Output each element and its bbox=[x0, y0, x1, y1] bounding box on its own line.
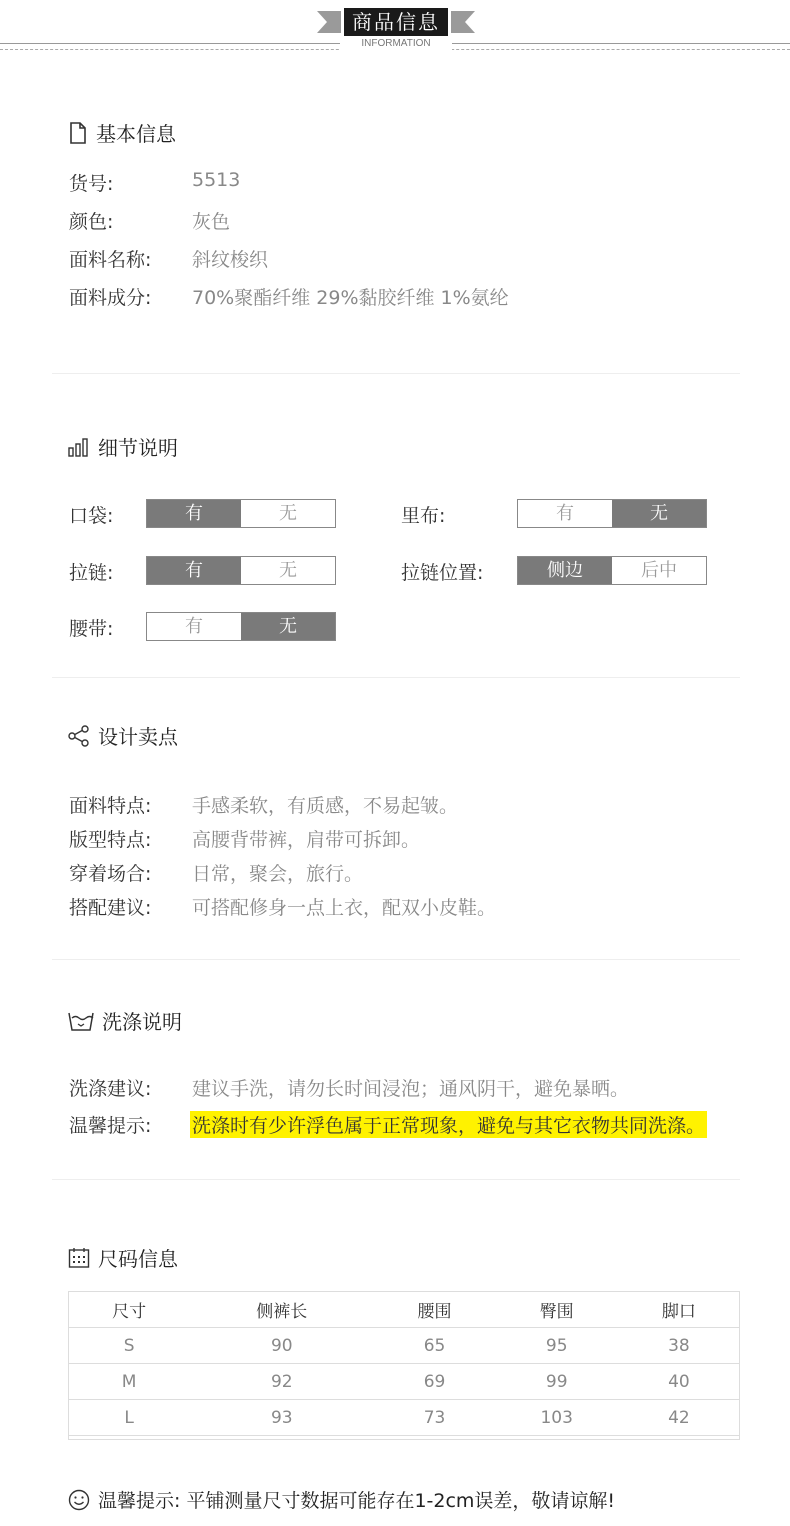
table-cell: 38 bbox=[618, 1328, 740, 1364]
basic-label: 货号: bbox=[69, 173, 114, 195]
wash-advice-label: 洗涤建议: bbox=[69, 1078, 152, 1100]
table-header-cell: 腰围 bbox=[373, 1292, 495, 1328]
section-header bbox=[0, 0, 790, 60]
table-cell: 42 bbox=[618, 1400, 740, 1436]
wash-heading: 洗涤说明 bbox=[68, 1006, 182, 1035]
design-value: 日常，聚会，旅行。 bbox=[192, 863, 364, 885]
design-heading: 设计卖点 bbox=[68, 721, 178, 750]
pocket-label: 口袋: bbox=[69, 505, 114, 527]
share-icon bbox=[68, 725, 90, 747]
design-label: 面料特点: bbox=[69, 795, 152, 817]
bar-chart-icon bbox=[68, 437, 90, 457]
table-row bbox=[68, 1364, 740, 1400]
belt-label: 腰带: bbox=[69, 618, 114, 640]
lining-option-yes: 有 bbox=[556, 503, 574, 524]
table-header-cell: 脚口 bbox=[618, 1292, 740, 1328]
basic-label: 颜色: bbox=[69, 211, 114, 233]
pocket-option-no: 无 bbox=[279, 503, 297, 524]
lining-option-no: 无 bbox=[612, 500, 706, 527]
design-value: 手感柔软，有质感，不易起皱。 bbox=[192, 795, 459, 817]
ribbon-right-decoration bbox=[451, 11, 475, 33]
zipper-position-side: 侧边 bbox=[518, 557, 612, 584]
wash-basin-icon bbox=[68, 1010, 94, 1032]
table-cell: 99 bbox=[496, 1364, 618, 1400]
zipper-position-label: 拉链位置: bbox=[401, 562, 484, 584]
lining-label: 里布: bbox=[401, 505, 446, 527]
zipper-toggle bbox=[146, 556, 336, 585]
basic-value: 斜纹梭织 bbox=[192, 249, 269, 271]
basic-value: 70%聚酯纤维 29%黏胶纤维 1%氨纶 bbox=[192, 287, 509, 309]
wash-advice-value: 建议手洗，请勿长时间浸泡；通风阴干，避免暴晒。 bbox=[192, 1078, 630, 1100]
table-cell: 93 bbox=[190, 1400, 373, 1436]
basic-value: 5513 bbox=[192, 169, 241, 191]
wash-tip-label: 温馨提示: bbox=[69, 1115, 152, 1137]
ribbon-left-decoration bbox=[317, 11, 341, 33]
footer-note: 温馨提示: 平铺测量尺寸数据可能存在1-2cm误差，敬请谅解! bbox=[68, 1486, 615, 1513]
table-cell: 90 bbox=[190, 1328, 373, 1364]
table-cell: M bbox=[68, 1364, 190, 1400]
zipper-position-back: 后中 bbox=[641, 560, 677, 581]
divider bbox=[52, 1179, 740, 1180]
divider bbox=[52, 373, 740, 374]
basic-value: 灰色 bbox=[192, 211, 231, 233]
belt-option-yes: 有 bbox=[185, 616, 203, 637]
table-header-cell: 臀围 bbox=[496, 1292, 618, 1328]
belt-option-no: 无 bbox=[241, 613, 335, 640]
divider bbox=[52, 677, 740, 678]
table-cell: 65 bbox=[373, 1328, 495, 1364]
table-cell: 69 bbox=[373, 1364, 495, 1400]
table-cell: 40 bbox=[618, 1364, 740, 1400]
belt-toggle bbox=[146, 612, 336, 641]
divider bbox=[52, 959, 740, 960]
page-subtitle: INFORMATION bbox=[340, 37, 452, 51]
design-value: 高腰背带裤，肩带可拆卸。 bbox=[192, 829, 421, 851]
wash-tip-highlight: 洗涤时有少许浮色属于正常现象，避免与其它衣物共同洗涤。 bbox=[190, 1111, 707, 1138]
basic-label: 面料成分: bbox=[69, 287, 152, 309]
table-cell: 95 bbox=[496, 1328, 618, 1364]
table-header-cell: 尺寸 bbox=[68, 1292, 190, 1328]
pocket-option-yes: 有 bbox=[147, 500, 241, 527]
design-label: 穿着场合: bbox=[69, 863, 152, 885]
calendar-grid-icon bbox=[68, 1247, 90, 1269]
zipper-option-no: 无 bbox=[279, 560, 297, 581]
table-cell: S bbox=[68, 1328, 190, 1364]
document-icon bbox=[68, 122, 88, 144]
lining-toggle bbox=[517, 499, 707, 528]
basic-info-heading: 基本信息 bbox=[68, 118, 176, 147]
table-cell: 92 bbox=[190, 1364, 373, 1400]
basic-label: 面料名称: bbox=[69, 249, 152, 271]
table-cell: L bbox=[68, 1400, 190, 1436]
table-header-cell: 侧裤长 bbox=[190, 1292, 373, 1328]
table-cell: 73 bbox=[373, 1400, 495, 1436]
zipper-label: 拉链: bbox=[69, 562, 114, 584]
table-row bbox=[68, 1400, 740, 1436]
zipper-option-yes: 有 bbox=[147, 557, 241, 584]
table-row bbox=[68, 1328, 740, 1364]
smiley-icon bbox=[68, 1489, 90, 1511]
size-table bbox=[68, 1291, 740, 1436]
design-label: 搭配建议: bbox=[69, 897, 152, 919]
table-cell: 103 bbox=[496, 1400, 618, 1436]
design-label: 版型特点: bbox=[69, 829, 152, 851]
pocket-toggle bbox=[146, 499, 336, 528]
detail-heading: 细节说明 bbox=[68, 432, 178, 461]
size-heading: 尺码信息 bbox=[68, 1243, 178, 1272]
page-title: 商品信息 bbox=[344, 8, 448, 36]
table-header-row bbox=[68, 1292, 740, 1328]
zipper-position-toggle bbox=[517, 556, 707, 585]
design-value: 可搭配修身一点上衣，配双小皮鞋。 bbox=[192, 897, 497, 919]
